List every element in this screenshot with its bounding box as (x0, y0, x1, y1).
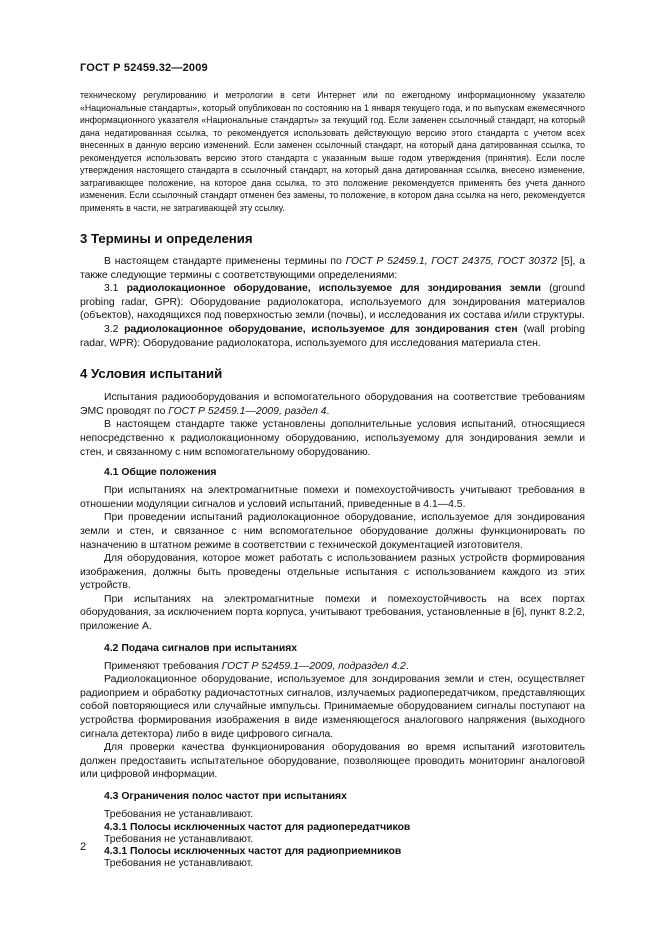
text-run: Применяют требования (104, 660, 222, 672)
text-run: В настоящем стандарте применены термины по (104, 256, 346, 267)
standard-reference: ГОСТ Р 52459.1—2009, раздел 4 (168, 405, 327, 417)
subsection-4-2-title: 4.2 Подача сигналов при испытаниях (104, 642, 298, 654)
intro-paragraph: техническому регулированию и метрологии в сети Интернет или по ежегодному информационному указателю «Национальные стандарты», который опубликован по состоянию на 1 января текущего года, и по выпускам ежемесячного информационного указателя «Национальные стандарты» за текущий год. Если заменен ссылочный стандарт, на который дана недатированная ссылка, то рекомендуется использовать действующую версию этого стандарта с учетом всех внесенных в данную версию изменений. Если заменен ссылочный стандарт, на который дана датированная ссылка, то рекомендуется использовать версию этого стандарта с указанным выше годом утверждения (принятия). Если после утверждения настоящего стандарта в ссылочный стандарт, на который дана датированная ссылка, внесено изменение, затрагивающее положение, на которое дана ссылка, то это положение рекомендуется применять без учета данного изменения. Если ссылочный стандарт отменен без замены, то положение, в котором дана ссылка на него, рекомендуется применять в части, не затрагивающей эту ссылку. (80, 90, 585, 213)
text-run: Испытания радиооборудования и вспомогательного оборудования на соответствие требованиям ЭМС проводят по (80, 392, 585, 417)
section-4-paragraph-2: В настоящем стандарте также установлены дополнительные условия испытаний, относящиеся непосредственно к радиолокационному оборудованию, используемому для зондирования земли и стен, и связанному с ним вспомогательному оборудованию. (80, 419, 585, 458)
subsection-4-1-paragraph-2: При проведении испытаний радиолокационное оборудование, используемое для зондирования земли и стен, и связанное с ним вспомогательное оборудование должны функционировать по назначению в штатном режиме в соответствии с технической документацией изготовителя. (80, 512, 585, 551)
section-4-paragraph-1 (80, 391, 585, 418)
term-definition: (ground probing radar, GPR): Оборудование радиолокатора, используемого для зондирования материалов (объектов), находящихся под поверхностью земли (почвы), и исследования их состава и/или структуры. (80, 283, 585, 322)
subsection-4-3-title: 4.3 Ограничения полос частот при испытаниях (104, 791, 347, 802)
subsection-4-3-paragraph: Требования не устанавливают. (104, 809, 254, 820)
term-3-1 (80, 282, 585, 323)
text-run: . (326, 405, 330, 417)
term-3-2 (80, 323, 585, 350)
subsection-4-3-1-receivers-paragraph: Требования не устанавливают. (104, 858, 254, 870)
subsection-4-2-paragraph-1 (80, 660, 585, 674)
term-definition: (wall probing radar, WPR): Оборудование радиолокатора, используемого для исследования материала стен. (80, 323, 585, 349)
subsection-4-1-paragraph-1: При испытаниях на электромагнитные помехи и помехоустойчивость учитывают требования в отношении модуляции сигналов и условий испытаний, приведенные в 4.1—4.5. (80, 485, 585, 510)
text-run: [5], а также следующие термины с соответствующими определениями: (80, 256, 586, 281)
term-number: 3.2 (104, 323, 125, 335)
term-name: радиолокационное оборудование, используемое для зондирования земли (126, 283, 542, 295)
subsection-4-1-title: 4.1 Общие положения (104, 467, 217, 479)
section-4-title: 4 Условия испытаний (80, 366, 223, 382)
subsection-4-3-1-receivers-title: 4.3.1 Полосы исключенных частот для радиоприемников (104, 846, 402, 858)
standard-reference: ГОСТ Р 52459.1—2009, подраздел 4.2 (221, 660, 406, 672)
subsection-4-2-paragraph-2: Радиолокационное оборудование, используемое для зондирования земли и стен, осуществляет радиоприем и обработку радиочастотных сигналов, излучаемых радиопередатчиком, представляющих собой повторяющиеся или случайные импульсы. Принимаемые оборудованием сигналы поступают на устройства формирования изображения в виде изменяющегося аналогового напряжения (выходного сигнала детектора) либо в виде цифрового сигнала. (80, 674, 585, 740)
subsection-4-1-paragraph-3: Для оборудования, которое может работать с использованием разных устройств формирования изображения, должны быть проведены отдельные испытания с использованием каждого из этих устройств. (80, 553, 585, 592)
term-number: 3.1 (104, 283, 127, 295)
page-content (80, 89, 585, 871)
document-header: ГОСТ Р 52459.32—2009 (80, 62, 208, 74)
section-3-title: 3 Термины и определения (80, 231, 253, 246)
subsection-4-1-paragraph-4: При испытаниях на электромагнитные помехи и помехоустойчивость на всех портах оборудования, за исключением порта корпуса, учитывают требования, установленные в [6], пункт 8.2.2, приложение А. (80, 593, 585, 633)
subsection-4-3-1-transmitters-paragraph: Требования не устанавливают. (104, 833, 254, 845)
page-number: 2 (80, 841, 87, 853)
subsection-4-2-paragraph-3: Для проверки качества функционирования оборудования во время испытаний изготовитель должен предоставить испытательное оборудование, позволяющее проводить мониторинг аналоговой или цифровой информации. (80, 742, 585, 781)
subsection-4-3-1-transmitters-title: 4.3.1 Полосы исключенных частот для радиопередатчиков (104, 821, 411, 833)
term-name: радиолокационное оборудование, используемое для зондирования стен (124, 323, 518, 335)
section-3-paragraph-1 (80, 255, 585, 282)
standard-reference: ГОСТ Р 52459.1, ГОСТ 24375, ГОСТ 30372 (345, 256, 558, 267)
text-run: . (405, 660, 409, 672)
